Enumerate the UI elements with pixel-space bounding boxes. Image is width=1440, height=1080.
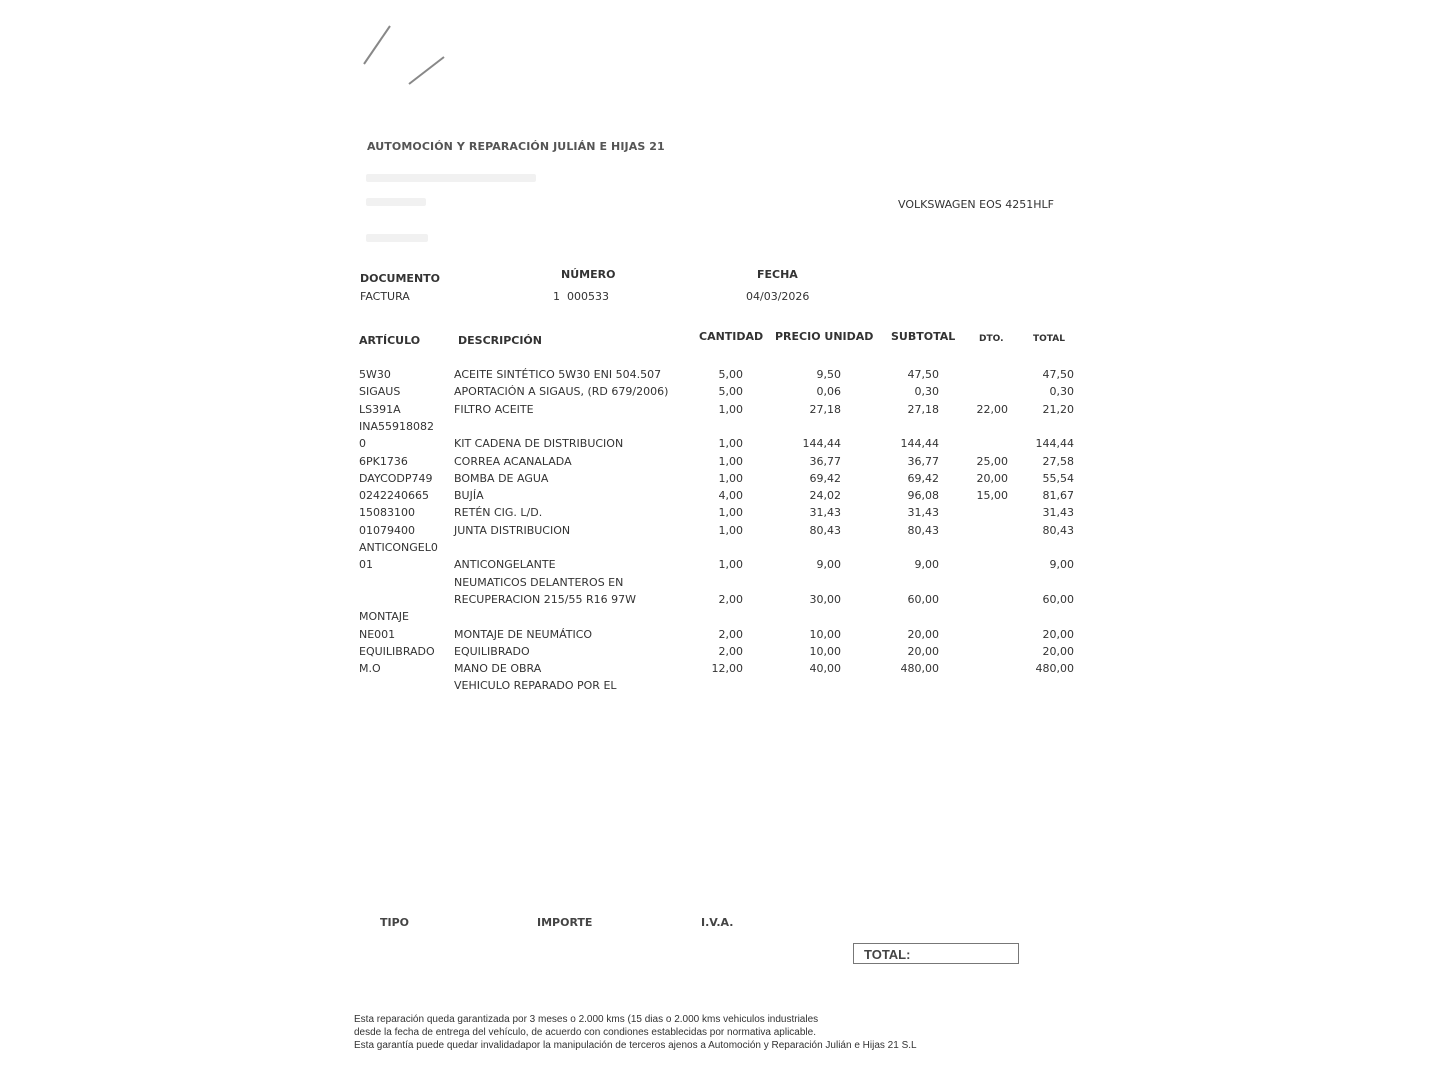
table-row bbox=[0, 368, 1440, 385]
row-precio: 31,43 bbox=[809, 506, 841, 520]
row-total: 27,58 bbox=[1042, 454, 1074, 468]
row-cantidad: 5,00 bbox=[718, 368, 743, 381]
row-precio: 30,00 bbox=[809, 592, 841, 606]
footer-line-2: desde la fecha de entrega del vehículo, de acuerdo con condiones establecidas por normativa aplicable. bbox=[354, 1027, 816, 1038]
row-descripcion: KIT CADENA DE DISTRIBUCION bbox=[454, 437, 624, 451]
row-dto: 15,00 bbox=[976, 489, 1008, 503]
row-cantidad: 1,00 bbox=[718, 506, 743, 520]
row-total: 47,50 bbox=[1042, 368, 1074, 381]
pen-marks-decoration bbox=[355, 20, 455, 90]
row-articulo: DAYCODP749 bbox=[359, 471, 433, 485]
table-row bbox=[0, 455, 1440, 472]
row-cantidad: 1,00 bbox=[718, 558, 743, 572]
row-subtotal: 9,00 bbox=[914, 558, 939, 572]
row-articulo: EQUILIBRADO bbox=[359, 644, 435, 658]
row-total: 31,43 bbox=[1042, 506, 1074, 520]
faded-address-block bbox=[366, 168, 546, 248]
table-row bbox=[0, 472, 1440, 489]
row-articulo: M.O bbox=[359, 662, 381, 676]
table-row bbox=[0, 593, 1440, 610]
row-precio: 9,00 bbox=[816, 558, 841, 572]
row-articulo: 01 bbox=[359, 558, 373, 572]
row-cantidad: 2,00 bbox=[718, 627, 743, 641]
row-subtotal: 20,00 bbox=[907, 644, 939, 658]
row-descripcion: ACEITE SINTÉTICO 5W30 ENI 504.507 bbox=[454, 368, 662, 381]
numero-serie: 1 bbox=[553, 290, 560, 303]
row-dto: 20,00 bbox=[976, 471, 1008, 485]
row-total: 20,00 bbox=[1042, 627, 1074, 641]
row-articulo: 6PK1736 bbox=[359, 454, 408, 468]
row-articulo: NE001 bbox=[359, 627, 396, 641]
row-articulo: 15083100 bbox=[359, 506, 415, 520]
fecha-value: 04/03/2026 bbox=[746, 290, 810, 303]
table-row bbox=[0, 628, 1440, 645]
col-precio: PRECIO UNIDAD bbox=[775, 330, 874, 343]
row-articulo: 0242240665 bbox=[359, 489, 429, 503]
table-row bbox=[0, 645, 1440, 662]
col-subtotal: SUBTOTAL bbox=[891, 330, 956, 343]
row-cantidad: 5,00 bbox=[718, 385, 743, 399]
table-row bbox=[0, 420, 1440, 437]
table-row bbox=[0, 385, 1440, 402]
row-cantidad: 1,00 bbox=[718, 437, 743, 451]
row-subtotal: 80,43 bbox=[907, 523, 939, 537]
tipo-label: TIPO bbox=[380, 916, 410, 929]
footer-line-1: Esta reparación queda garantizada por 3 meses o 2.000 kms (15 dias o 2.000 kms vehiculos industriales bbox=[354, 1014, 819, 1025]
row-cantidad: 12,00 bbox=[711, 662, 743, 676]
row-articulo: SIGAUS bbox=[359, 385, 401, 399]
table-row bbox=[0, 489, 1440, 506]
warranty-footer bbox=[354, 1013, 917, 1052]
numero-value: 000533 bbox=[567, 290, 609, 303]
row-precio: 144,44 bbox=[802, 437, 841, 451]
table-row bbox=[0, 541, 1440, 558]
row-descripcion: MANO DE OBRA bbox=[454, 662, 542, 676]
row-articulo: MONTAJE bbox=[359, 610, 409, 624]
row-descripcion: RETÉN CIG. L/D. bbox=[454, 506, 543, 520]
col-descripcion: DESCRIPCIÓN bbox=[458, 334, 542, 347]
table-row bbox=[0, 437, 1440, 454]
row-subtotal: 480,00 bbox=[900, 662, 939, 676]
row-subtotal: 144,44 bbox=[900, 437, 939, 451]
row-articulo: ANTICONGEL0 bbox=[359, 541, 438, 554]
row-precio: 36,77 bbox=[809, 454, 841, 468]
row-descripcion: NEUMATICOS DELANTEROS EN bbox=[454, 575, 624, 589]
row-cantidad: 1,00 bbox=[718, 471, 743, 485]
vehicle-info: VOLKSWAGEN EOS 4251HLF bbox=[898, 198, 1054, 211]
table-row bbox=[0, 506, 1440, 523]
row-precio: 0,06 bbox=[816, 385, 841, 399]
row-precio: 69,42 bbox=[809, 471, 841, 485]
row-articulo: LS391A bbox=[359, 402, 401, 416]
row-descripcion: VEHICULO REPARADO POR EL bbox=[454, 679, 617, 693]
row-subtotal: 0,30 bbox=[914, 385, 939, 399]
col-articulo: ARTÍCULO bbox=[359, 334, 421, 347]
table-row bbox=[0, 558, 1440, 575]
table-row bbox=[0, 524, 1440, 541]
col-total: TOTAL bbox=[1033, 334, 1065, 344]
row-cantidad: 1,00 bbox=[718, 523, 743, 537]
table-row bbox=[0, 576, 1440, 593]
table-row bbox=[0, 610, 1440, 627]
footer-line-3: Esta garantía puede quedar invalidadapor la manipulación de terceros ajenos a Automoción y Reparación Julián e Hijas 21 S.L bbox=[354, 1040, 917, 1051]
documento-label: DOCUMENTO bbox=[360, 272, 441, 285]
row-total: 80,43 bbox=[1042, 523, 1074, 537]
iva-label: I.V.A. bbox=[701, 916, 734, 929]
col-cantidad: CANTIDAD bbox=[699, 330, 764, 343]
row-precio: 40,00 bbox=[809, 662, 841, 676]
col-dto: DTO. bbox=[979, 334, 1004, 344]
row-descripcion: ANTICONGELANTE bbox=[454, 558, 556, 572]
row-cantidad: 1,00 bbox=[718, 454, 743, 468]
row-total: 60,00 bbox=[1042, 592, 1074, 606]
row-dto: 22,00 bbox=[976, 402, 1008, 416]
row-total: 9,00 bbox=[1049, 558, 1074, 572]
row-subtotal: 20,00 bbox=[907, 627, 939, 641]
table-row bbox=[0, 679, 1440, 696]
row-cantidad: 2,00 bbox=[718, 644, 743, 658]
row-articulo: INA55918082 bbox=[359, 419, 434, 433]
row-subtotal: 31,43 bbox=[907, 506, 939, 520]
total-box bbox=[853, 943, 1019, 964]
row-total: 20,00 bbox=[1042, 644, 1074, 658]
row-subtotal: 69,42 bbox=[907, 471, 939, 485]
documento-value: FACTURA bbox=[360, 290, 410, 303]
row-subtotal: 96,08 bbox=[907, 489, 939, 503]
total-label: TOTAL: bbox=[864, 947, 911, 962]
row-precio: 10,00 bbox=[809, 644, 841, 658]
company-name: AUTOMOCIÓN Y REPARACIÓN JULIÁN E HIJAS 21 bbox=[367, 140, 665, 153]
row-subtotal: 47,50 bbox=[907, 368, 939, 381]
row-articulo: 5W30 bbox=[359, 368, 391, 381]
row-total: 21,20 bbox=[1042, 402, 1074, 416]
row-precio: 80,43 bbox=[809, 523, 841, 537]
row-precio: 9,50 bbox=[816, 368, 841, 381]
importe-label: IMPORTE bbox=[537, 916, 593, 929]
row-total: 81,67 bbox=[1042, 489, 1074, 503]
row-descripcion: RECUPERACION 215/55 R16 97W bbox=[454, 592, 636, 606]
row-descripcion: CORREA ACANALADA bbox=[454, 454, 572, 468]
table-row bbox=[0, 403, 1440, 420]
row-articulo: 0 bbox=[359, 437, 366, 451]
row-descripcion: APORTACIÓN A SIGAUS, (RD 679/2006) bbox=[454, 385, 669, 399]
row-subtotal: 60,00 bbox=[907, 592, 939, 606]
row-descripcion: FILTRO ACEITE bbox=[454, 402, 534, 416]
row-subtotal: 36,77 bbox=[907, 454, 939, 468]
row-precio: 10,00 bbox=[809, 627, 841, 641]
row-cantidad: 1,00 bbox=[718, 402, 743, 416]
numero-label: NÚMERO bbox=[561, 268, 616, 281]
row-precio: 24,02 bbox=[809, 489, 841, 503]
row-descripcion: JUNTA DISTRIBUCION bbox=[454, 523, 571, 537]
row-precio: 27,18 bbox=[809, 402, 841, 416]
row-subtotal: 27,18 bbox=[907, 402, 939, 416]
table-row bbox=[0, 662, 1440, 679]
row-total: 144,44 bbox=[1035, 437, 1074, 451]
row-descripcion: EQUILIBRADO bbox=[454, 644, 530, 658]
row-total: 55,54 bbox=[1042, 471, 1074, 485]
row-descripcion: MONTAJE DE NEUMÁTICO bbox=[454, 627, 593, 641]
row-articulo: 01079400 bbox=[359, 523, 415, 537]
fecha-label: FECHA bbox=[757, 268, 798, 281]
row-descripcion: BUJÍA bbox=[454, 489, 484, 503]
row-descripcion: BOMBA DE AGUA bbox=[454, 471, 549, 485]
row-total: 0,30 bbox=[1049, 385, 1074, 399]
row-cantidad: 2,00 bbox=[718, 592, 743, 606]
row-dto: 25,00 bbox=[976, 454, 1008, 468]
row-cantidad: 4,00 bbox=[718, 489, 743, 503]
row-total: 480,00 bbox=[1035, 662, 1074, 676]
